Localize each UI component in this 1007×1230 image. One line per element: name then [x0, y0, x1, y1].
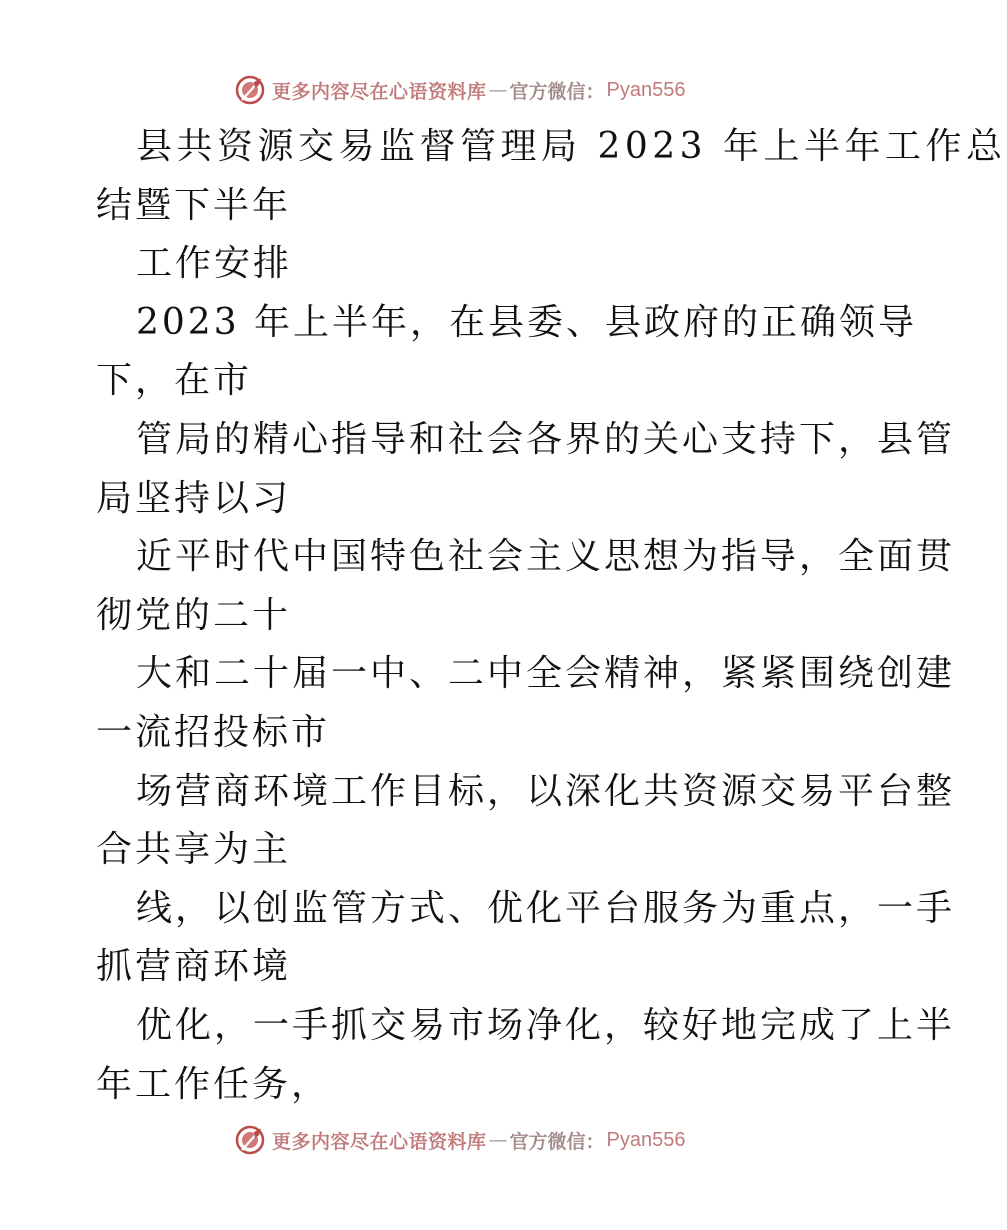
- document-title-line-1: 县共资源交易监督管理局 2023 年上半年工作总: [136, 126, 1007, 167]
- document-body: [96, 118, 1007, 1114]
- paragraph-line: 抓营商环境: [96, 946, 292, 988]
- paragraph-line: 场营商环境工作目标，以深化共资源交易平台整: [136, 770, 956, 812]
- paragraph-line: 彻党的二十: [96, 594, 292, 636]
- watermark-wechat-id: Pyan556: [606, 78, 686, 101]
- paragraph-line: 一流招投标市: [96, 711, 331, 753]
- paragraph-line: 年工作任务，: [96, 1063, 331, 1105]
- watermark-wechat-id: Pyan556: [606, 1128, 686, 1151]
- paragraph-line: 下，在市: [96, 360, 253, 402]
- quill-seal-logo-icon: [234, 1124, 266, 1156]
- document-title-line-3: 工作安排: [136, 243, 293, 285]
- paragraph-line: 管局的精心指导和社会各界的关心支持下，县管: [136, 418, 956, 460]
- paragraph-line: 线，以创监管方式、优化平台服务为重点，一手: [136, 887, 956, 929]
- paragraph-line: 2023 年上半年，在县委、县政府的正确领导: [136, 301, 918, 343]
- watermark-text: 更多内容尽在心语资料库: [272, 80, 487, 103]
- paragraph-line: 局坚持以习: [96, 477, 292, 519]
- watermark-separator: —: [488, 79, 508, 101]
- watermark-wechat-label: 官方微信：: [509, 80, 605, 103]
- watermark-banner-top: [234, 72, 686, 108]
- paragraph-line: 大和二十届一中、二中全会精神，紧紧围绕创建: [136, 653, 956, 695]
- document-title-line-2: 结暨下半年: [96, 184, 292, 226]
- paragraph-line: 合共享为主: [96, 829, 292, 871]
- watermark-banner-bottom: [234, 1122, 686, 1158]
- watermark-text: 更多内容尽在心语资料库: [272, 1130, 487, 1153]
- paragraph-line: 优化，一手抓交易市场净化，较好地完成了上半: [136, 1004, 956, 1046]
- watermark-wechat-label: 官方微信：: [509, 1130, 605, 1153]
- quill-seal-logo-icon: [234, 74, 266, 106]
- paragraph-line: 近平时代中国特色社会主义思想为指导，全面贯: [136, 536, 956, 578]
- watermark-separator: —: [488, 1129, 508, 1151]
